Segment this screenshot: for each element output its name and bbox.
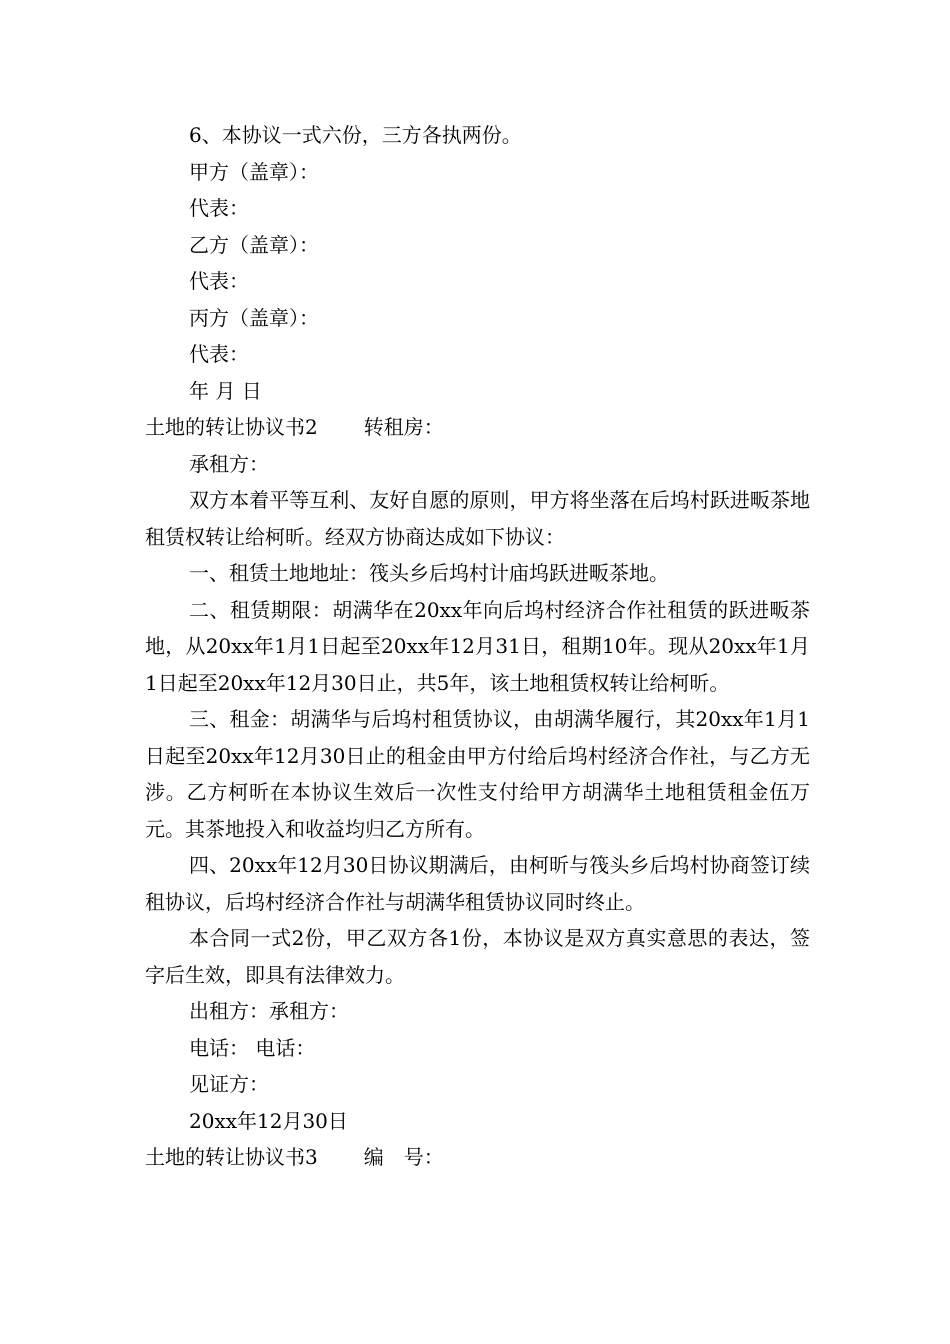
section-3-heading: 土地的转让协议书3 <box>145 1145 318 1169</box>
clause-6: 6、本协议一式六份，三方各执两份。 <box>189 123 522 147</box>
signing-date: 20xx年12月30日 <box>189 1108 348 1133</box>
clause-rent: 三、租金：胡满华与后坞村租赁协议，由胡满华履行，其20xx年1月1日起至20xx年12月30日止的租金由甲方付给后坞村经济合作社，与乙方无涉。乙方柯昕在本协议生效后一次性支付给甲方胡满华土地租赁租金伍万元。其茶地投入和收益均归乙方所有。 <box>145 707 810 841</box>
section-2-subheading: 转租房： <box>363 415 444 439</box>
sign-parties-line: 出租方：承租方： <box>189 999 349 1023</box>
clause-expiry: 四、20xx年12月30日协议期满后，由柯昕与筏头乡后坞村协商签订续租协议，后坞村经济合作社与胡满华租赁协议同时终止。 <box>145 853 810 914</box>
section-3-heading-line <box>145 1139 810 1176</box>
lessee-line: 承租方： <box>189 451 269 476</box>
witness-line: 见证方： <box>189 1072 269 1096</box>
section-3-subheading: 编 号： <box>363 1145 444 1169</box>
party-a-representative: 代表： <box>189 196 249 220</box>
clause-address: 一、租赁土地地址：筏头乡后坞村计庙坞跃进畈茶地。 <box>189 561 669 585</box>
section-2-heading-line <box>145 409 810 446</box>
date-line: 年 月 日 <box>189 378 262 403</box>
clause-term: 二、租赁期限：胡满华在20xx年向后坞村经济合作社租赁的跃进畈茶地，从20xx年1月1日起至20xx年12月31日，租期10年。现从20xx年1月1日起至20xx年12月30日止，共5年，该土地租赁权转让给柯昕。 <box>145 597 810 695</box>
section-2-heading: 土地的转让协议书2 <box>145 415 318 439</box>
party-c-representative: 代表： <box>189 342 249 366</box>
party-b-seal: 乙方（盖章）： <box>189 232 319 257</box>
document-body <box>145 117 810 1176</box>
party-c-seal: 丙方（盖章）： <box>189 305 319 330</box>
clause-copies: 本合同一式2份，甲乙双方各1份，本协议是双方真实意思的表达，签字后生效，即具有法律效力。 <box>145 926 810 987</box>
party-b-representative: 代表： <box>189 269 249 293</box>
party-a-seal: 甲方（盖章）： <box>189 159 319 184</box>
phone-line: 电话： 电话： <box>189 1035 316 1060</box>
intro-paragraph: 双方本着平等互利、友好自愿的原则，甲方将坐落在后坞村跃进畈茶地租赁权转让给柯昕。经双方协商达成如下协议： <box>145 488 810 549</box>
